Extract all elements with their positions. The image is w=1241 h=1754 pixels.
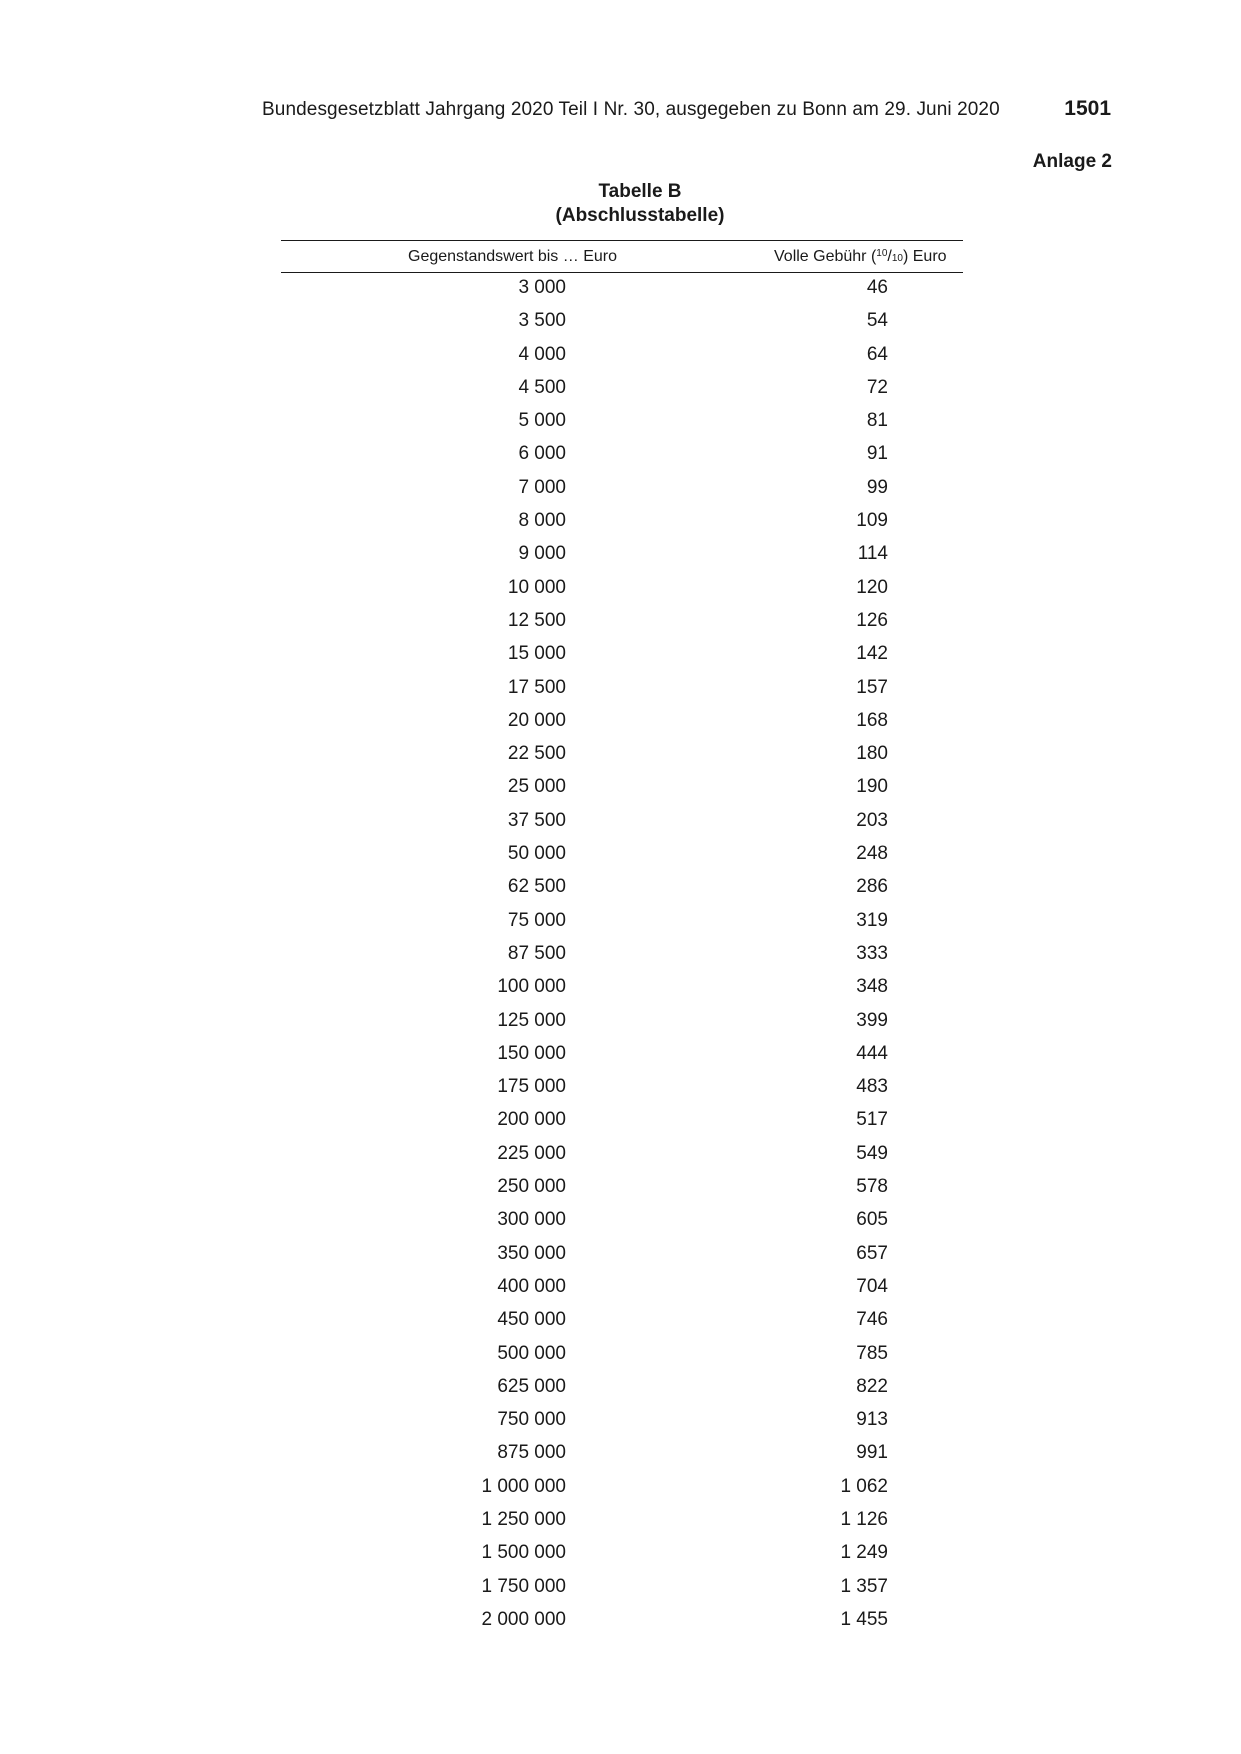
table-cell-value: 175 000 — [497, 1076, 566, 1098]
table-cell-value: 225 000 — [497, 1142, 566, 1164]
table-row — [0, 610, 1241, 643]
table-cell-value: 5 000 — [518, 410, 566, 432]
fee-header-prefix: Volle Gebühr ( — [774, 248, 877, 265]
table-cell-value: 400 000 — [497, 1275, 566, 1297]
table-cell-value: 750 000 — [497, 1409, 566, 1431]
table-row — [0, 876, 1241, 909]
table-row — [0, 1209, 1241, 1242]
table-row — [0, 1509, 1241, 1542]
table-cell-fee: 333 — [856, 942, 888, 964]
table-body — [0, 277, 1241, 1642]
table-row — [0, 1176, 1241, 1209]
table-cell-value: 3 500 — [518, 310, 566, 332]
table-row — [0, 377, 1241, 410]
table-row — [0, 1609, 1241, 1642]
running-head: Bundesgesetzblatt Jahrgang 2020 Teil I Nr. 30, ausgegeben zu Bonn am 29. Juni 2020 — [262, 99, 1000, 120]
table-cell-value: 100 000 — [497, 976, 566, 998]
column-header-fee — [774, 248, 964, 266]
table-cell-value: 20 000 — [507, 709, 566, 731]
table-cell-value: 1 500 000 — [481, 1542, 566, 1564]
table-cell-fee: 704 — [856, 1275, 888, 1297]
table-row — [0, 1409, 1241, 1442]
table-cell-fee: 746 — [856, 1309, 888, 1331]
table-cell-value: 8 000 — [518, 510, 566, 532]
table-row — [0, 710, 1241, 743]
table-cell-fee: 1 455 — [840, 1608, 888, 1630]
table-row — [0, 1476, 1241, 1509]
table-cell-fee: 517 — [856, 1109, 888, 1131]
table-row — [0, 543, 1241, 576]
table-row — [0, 1542, 1241, 1575]
table-row — [0, 677, 1241, 710]
table-row — [0, 1143, 1241, 1176]
table-cell-fee: 348 — [856, 976, 888, 998]
table-cell-value: 7 000 — [518, 476, 566, 498]
table-cell-fee: 142 — [856, 643, 888, 665]
table-cell-fee: 120 — [856, 576, 888, 598]
table-row — [0, 1043, 1241, 1076]
table-row — [0, 743, 1241, 776]
table-row — [0, 1376, 1241, 1409]
table-title: Tabelle B — [598, 181, 682, 202]
table-cell-value: 4 000 — [518, 343, 566, 365]
table-cell-value: 150 000 — [497, 1042, 566, 1064]
table-cell-value: 12 500 — [507, 609, 566, 631]
table-row — [0, 1343, 1241, 1376]
table-cell-fee: 913 — [856, 1409, 888, 1431]
table-row — [0, 344, 1241, 377]
table-row — [0, 310, 1241, 343]
table-cell-value: 3 000 — [518, 277, 566, 298]
table-top-rule — [281, 240, 963, 241]
table-cell-fee: 1 357 — [840, 1575, 888, 1597]
table-cell-fee: 180 — [856, 743, 888, 765]
table-cell-fee: 319 — [856, 909, 888, 931]
table-cell-value: 875 000 — [497, 1442, 566, 1464]
table-row — [0, 1276, 1241, 1309]
table-header-rule — [281, 272, 963, 273]
table-cell-fee: 54 — [866, 310, 888, 332]
table-cell-value: 6 000 — [518, 443, 566, 465]
table-row — [0, 1442, 1241, 1475]
table-cell-fee: 578 — [856, 1176, 888, 1198]
table-cell-value: 450 000 — [497, 1309, 566, 1331]
table-cell-value: 350 000 — [497, 1242, 566, 1264]
page-number: 1501 — [1064, 97, 1111, 120]
table-cell-fee: 785 — [856, 1342, 888, 1364]
table-cell-value: 9 000 — [518, 543, 566, 565]
table-cell-fee: 483 — [856, 1076, 888, 1098]
table-cell-fee: 1 249 — [840, 1542, 888, 1564]
fee-header-suffix: ) Euro — [902, 248, 947, 265]
table-cell-fee: 168 — [856, 709, 888, 731]
table-row — [0, 1010, 1241, 1043]
annex-label: Anlage 2 — [1032, 151, 1112, 172]
table-row — [0, 843, 1241, 876]
table-cell-value: 37 500 — [507, 809, 566, 831]
table-row — [0, 443, 1241, 476]
table-cell-fee: 657 — [856, 1242, 888, 1264]
table-cell-value: 22 500 — [507, 743, 566, 765]
table-cell-fee: 286 — [856, 876, 888, 898]
table-row — [0, 577, 1241, 610]
table-cell-value: 2 000 000 — [481, 1608, 566, 1630]
table-cell-fee: 399 — [856, 1009, 888, 1031]
table-cell-fee: 64 — [866, 343, 888, 365]
column-header-value: Gegenstandswert bis … Euro — [408, 248, 617, 265]
table-cell-fee: 114 — [857, 543, 888, 565]
table-cell-value: 10 000 — [507, 576, 566, 598]
table-cell-fee: 203 — [856, 809, 888, 831]
table-row — [0, 776, 1241, 809]
table-cell-value: 15 000 — [507, 643, 566, 665]
table-cell-value: 125 000 — [497, 1009, 566, 1031]
table-row — [0, 810, 1241, 843]
table-row — [0, 1109, 1241, 1142]
table-cell-value: 250 000 — [497, 1176, 566, 1198]
table-cell-value: 1 750 000 — [481, 1575, 566, 1597]
table-row — [0, 976, 1241, 1009]
table-cell-fee: 248 — [856, 843, 888, 865]
table-cell-value: 625 000 — [497, 1375, 566, 1397]
table-cell-fee: 605 — [856, 1209, 888, 1231]
table-cell-value: 50 000 — [507, 843, 566, 865]
table-cell-fee: 72 — [866, 376, 888, 398]
fee-header-denominator: 10 — [891, 253, 903, 264]
table-row — [0, 1243, 1241, 1276]
fee-header-slash: / — [887, 248, 892, 265]
table-cell-fee: 126 — [856, 609, 888, 631]
table-cell-fee: 91 — [866, 443, 888, 465]
table-cell-fee: 1 062 — [840, 1475, 888, 1497]
table-cell-fee: 99 — [866, 476, 888, 498]
table-cell-value: 1 000 000 — [481, 1475, 566, 1497]
table-cell-fee: 991 — [856, 1442, 888, 1464]
table-cell-fee: 109 — [856, 510, 888, 532]
table-cell-value: 500 000 — [497, 1342, 566, 1364]
table-cell-fee: 46 — [866, 277, 888, 298]
table-row — [0, 943, 1241, 976]
table-row — [0, 1076, 1241, 1109]
table-cell-fee: 444 — [856, 1042, 888, 1064]
table-row — [0, 277, 1241, 310]
table-cell-fee: 81 — [866, 410, 888, 432]
table-cell-fee: 190 — [856, 776, 888, 798]
table-cell-value: 1 250 000 — [481, 1508, 566, 1530]
table-row — [0, 1309, 1241, 1342]
table-cell-value: 25 000 — [507, 776, 566, 798]
table-cell-value: 300 000 — [497, 1209, 566, 1231]
table-cell-value: 75 000 — [507, 909, 566, 931]
table-row — [0, 910, 1241, 943]
table-cell-value: 17 500 — [507, 676, 566, 698]
table-cell-fee: 157 — [856, 676, 888, 698]
table-cell-value: 200 000 — [497, 1109, 566, 1131]
table-row — [0, 643, 1241, 676]
table-row — [0, 510, 1241, 543]
table-cell-fee: 1 126 — [840, 1508, 888, 1530]
fee-header-numerator: 10 — [876, 248, 888, 259]
table-cell-fee: 822 — [856, 1375, 888, 1397]
table-cell-value: 4 500 — [518, 376, 566, 398]
table-row — [0, 410, 1241, 443]
table-subtitle: (Abschlusstabelle) — [555, 205, 725, 226]
table-cell-value: 87 500 — [507, 942, 566, 964]
table-row — [0, 1576, 1241, 1609]
table-cell-fee: 549 — [856, 1142, 888, 1164]
table-row — [0, 477, 1241, 510]
table-cell-value: 62 500 — [507, 876, 566, 898]
